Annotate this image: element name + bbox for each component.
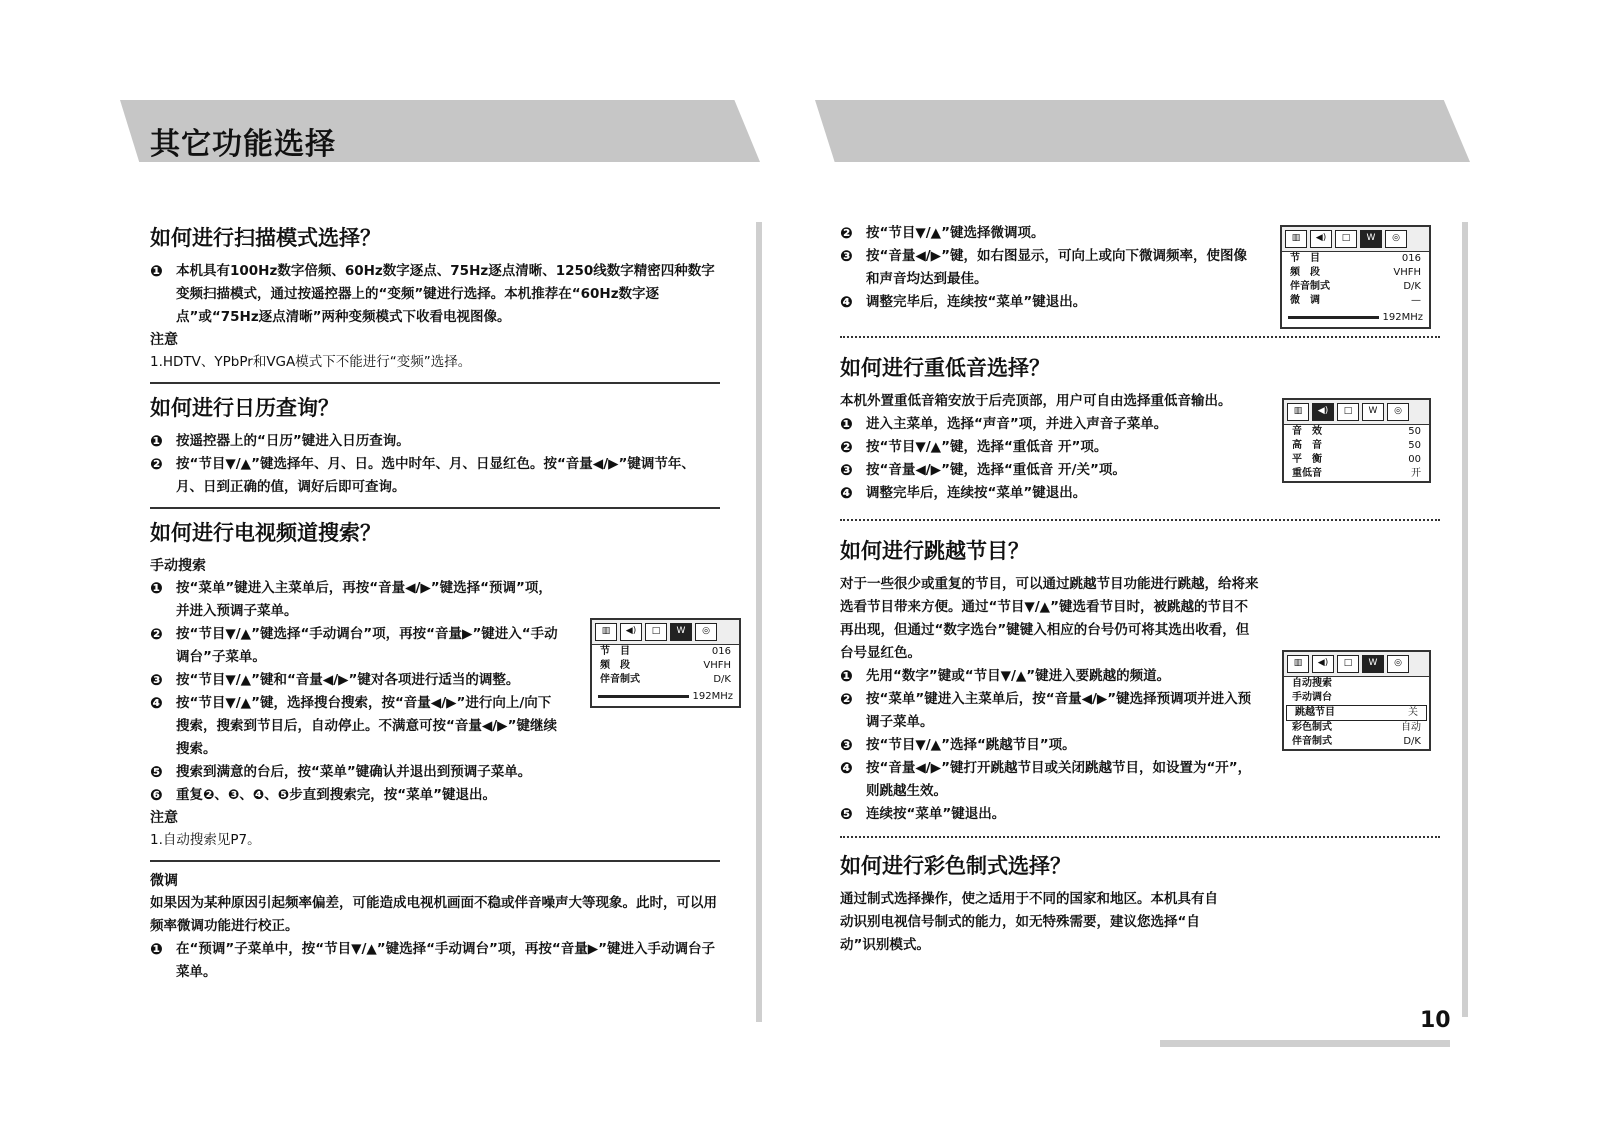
sound-icon: ◀) [1312,403,1334,421]
osd-row: 彩色制式 自动 [1292,722,1421,733]
osd-icon-bar [1284,400,1429,425]
finetune-intro: 如果因为某种原因引起频率偏差，可能造成电视机画面不稳或伴音噪声大等现象。此时，可以用频率微调功能进行校正。 [150,895,717,934]
search-sub-heading: 手动搜索 [150,558,206,574]
scan-step: ❶ 本机具有100Hz数字倍频、60Hz数字逐点、75Hz逐点清晰、1250线数字精密四种数字变频扫描模式，通过按遥控器上的“变频”键进行选择。本机推荐在“60Hz数字逐点”或“75Hz逐点清晰”两种变频模式下收看电视图像。 [150,262,715,325]
osd-row: 手动调台 [1292,692,1332,703]
bass-step: ❸ 按“音量◀/▶”键，选择“重低音 开/关”项。 [840,461,1126,479]
finetune-step: ❸ 按“音量◀/▶”键，如右图显示，可向上或向下微调频率，使图像和声音均达到最佳。 [840,247,1247,287]
osd-row: 自动搜索 [1292,678,1332,689]
color-intro: 通过制式选择操作，使之适用于不同的国家和地区。本机具有自动识别电视信号制式的能力，如无特殊需要，建议您选择“自动”识别模式。 [840,891,1218,953]
finetune-heading: 微调 [150,873,178,889]
sound-icon: ◀) [1310,230,1332,248]
timer-icon: ◎ [1387,655,1409,673]
dotted-divider [840,836,1440,838]
function-icon: □ [1335,230,1357,248]
bass-step: ❷ 按“节目▼/▲”键，选择“重低音 开”项。 [840,438,1108,456]
bass-step: ❹ 调整完毕后，连续按“菜单”键退出。 [840,484,1087,502]
osd-row: 伴音制式 D/K [1290,281,1421,292]
right-column-bar [1462,222,1468,1017]
search-steps [150,577,560,807]
search-heading: 如何进行电视频道搜索？ [150,521,381,545]
divider [150,507,720,509]
finetune-step: ❷ 按“节目▼/▲”键选择微调项。 [840,224,1045,242]
skip-step: ❷ 按“菜单”键进入主菜单后，按“音量◀/▶”键选择预调项并进入预调子菜单。 [840,690,1252,730]
calendar-step: ❶ 按遥控器上的“日历”键进入日历查询。 [150,432,410,450]
search-step: ❹ 按“节目▼/▲”键，选择搜台搜索，按“音量◀/▶”进行向上/向下搜索，搜索到节目后，自动停止。不满意可按“音量◀/▶”键继续搜索。 [150,694,557,757]
osd-row: 伴音制式 D/K [600,674,731,685]
picture-icon: ▥ [1285,230,1307,248]
osd-preset-menu [1282,650,1431,751]
finetune-cont-steps [840,222,1260,314]
osd-row: 平 衡 00 [1292,454,1421,465]
right-column [840,222,1440,957]
osd-row-selected: 跳越节目 关 [1286,705,1427,721]
color-heading: 如何进行彩色制式选择？ [840,854,1071,878]
calendar-heading: 如何进行日历查询？ [150,396,339,420]
function-icon: □ [1337,655,1359,673]
picture-icon: ▥ [1287,655,1309,673]
search-step: ❷ 按“节目▼/▲”键选择“手动调台”项，再按“音量▶”键进入“手动调台”子菜单。 [150,625,558,665]
bass-step: ❶ 进入主菜单，选择“声音”项，并进入声音子菜单。 [840,415,1168,433]
left-column-bar [756,222,762,1022]
scan-heading: 如何进行扫描模式选择？ [150,226,381,250]
timer-icon: ◎ [1385,230,1407,248]
page-number: 10 [1420,1008,1451,1033]
search-step: ❺ 搜索到满意的台后，按“菜单”键确认并退出到预调子菜单。 [150,763,532,781]
osd-frequency-bar: 192MHz [598,691,733,702]
osd-row: 伴音制式 D/K [1292,736,1421,747]
sound-icon: ◀) [1312,655,1334,673]
left-column [150,222,720,984]
header-banner-right [815,100,1470,162]
timer-icon: ◎ [1387,403,1409,421]
preset-icon: W [1362,655,1384,673]
skip-step: ❹ 按“音量◀/▶”键打开跳越节目或关闭跳越节目，如设置为“开”，则跳越生效。 [840,759,1252,799]
osd-sound-menu [1282,398,1431,483]
skip-step: ❺ 连续按“菜单”键退出。 [840,805,1006,823]
osd-fine-tune [1280,225,1431,329]
function-icon: □ [645,623,667,641]
search-note-label: 注意 [150,810,178,826]
osd-row: 节 目 016 [600,646,731,657]
picture-icon: ▥ [1287,403,1309,421]
dotted-divider [840,519,1440,521]
search-step: ❶ 按“菜单”键进入主菜单后，再按“音量◀/▶”键选择“预调”项，并进入预调子菜单。 [150,579,552,619]
finetune-step: ❶ 在“预调”子菜单中，按“节目▼/▲”键选择“手动调台”项，再按“音量▶”键进入手动调台子菜单。 [150,940,716,980]
osd-icon-bar [1284,652,1429,677]
skip-intro: 对于一些很少或重复的节目，可以通过跳越节目功能进行跳越，给将来选看节目带来方便。通过“节目▼/▲”键选看节目时，被跳越的节目不再出现，但通过“数字选台”键键入相应的台号仍可将其选出收看，但台号显红色。 [840,576,1259,661]
preset-icon: W [670,623,692,641]
osd-icon-bar [592,620,739,645]
osd-row: 频 段 VHFH [1290,267,1421,278]
osd-row: 重低音 开 [1292,468,1421,479]
dotted-divider [840,336,1440,338]
osd-row: 音 效 50 [1292,426,1421,437]
osd-row: 频 段 VHFH [600,660,731,671]
calendar-step: ❷ 按“节目▼/▲”键选择年、月、日。选中时年、月、日显红色。按“音量◀/▶”键调节年、月、日到正确的值，调好后即可查询。 [150,455,695,495]
preset-icon: W [1360,230,1382,248]
function-icon: □ [1337,403,1359,421]
scan-note: 1.HDTV、YPbPr和VGA模式下不能进行“变频”选择。 [150,354,472,370]
osd-row: 微 调 — [1290,295,1421,306]
osd-row: 节 目 016 [1290,253,1421,264]
divider [150,860,720,862]
divider [150,382,720,384]
search-step: ❻ 重复❷、❸、❹、❺步直到搜索完，按“菜单”键退出。 [150,786,496,804]
skip-step: ❶ 先用“数字”键或“节目▼/▲”键进入要跳越的频道。 [840,667,1171,685]
scan-note-label: 注意 [150,332,178,348]
page-title: 其它功能选择 [150,127,336,162]
picture-icon: ▥ [595,623,617,641]
timer-icon: ◎ [695,623,717,641]
search-note: 1.自动搜索见P7。 [150,832,261,848]
osd-frequency-bar: 192MHz [1288,312,1423,323]
sound-icon: ◀) [620,623,642,641]
bass-intro: 本机外置重低音箱安放于后壳顶部，用户可自由选择重低音输出。 [840,393,1232,409]
bass-heading: 如何进行重低音选择？ [840,356,1050,380]
skip-heading: 如何进行跳越节目？ [840,539,1029,563]
search-step: ❸ 按“节目▼/▲”键和“音量◀/▶”键对各项进行适当的调整。 [150,671,520,689]
finetune-step: ❹ 调整完毕后，连续按“菜单”键退出。 [840,293,1087,311]
preset-icon: W [1362,403,1384,421]
osd-manual-tune [590,618,741,708]
skip-step: ❸ 按“节目▼/▲”选择“跳越节目”项。 [840,736,1076,754]
osd-icon-bar [1282,227,1429,252]
skip-steps [840,665,1260,826]
footer-bar [1160,1040,1450,1047]
osd-row: 高 音 50 [1292,440,1421,451]
